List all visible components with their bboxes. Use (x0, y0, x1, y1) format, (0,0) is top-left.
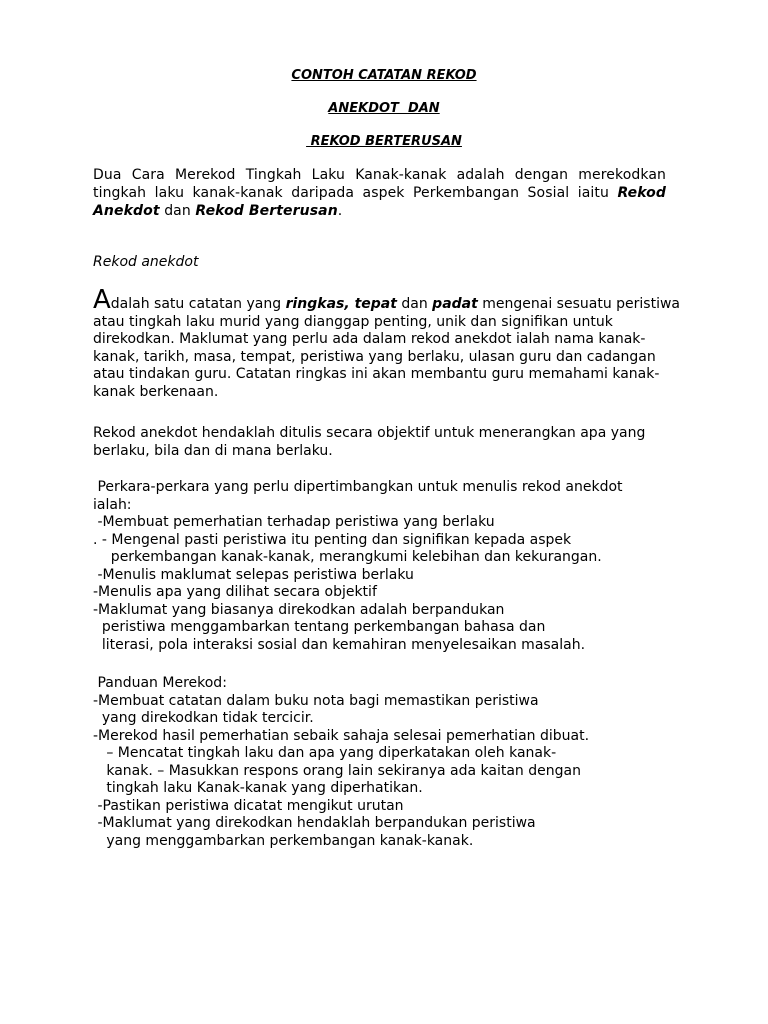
p1-emphasis-ringkas: ringkas (285, 296, 345, 312)
p1-comma: , (344, 296, 355, 312)
intro-emphasis-berterusan: Rekod Berterusan (195, 203, 338, 219)
title-line-2: ANEKDOT DAN (328, 101, 440, 116)
paragraph-definition (93, 285, 733, 401)
intro-paragraph (93, 166, 666, 220)
paragraph-considerations: Perkara-perkara yang perlu dipertimbangkan untuk menulis rekod anekdot ialah: -Membuat pemerhatian terhadap peristiwa yang berlaku . - Mengenal pasti peristiwa itu penting dan signifikan kepada aspek perkembangan kanak-kanak, merangkumi kelebihan dan kekurangan. -Menulis maklumat selepas peristiwa berlaku -Menulis apa yang dilihat secara objektif -Maklumat yang biasanya direkodkan adalah berpandukan peristiwa menggambarkan tentang perkembangan bahasa dan literasi, pola interaksi sosial dan kemahiran menyelesaikan masalah. (93, 479, 623, 653)
intro-emphasis-anekdot: Rekod Anekdot (93, 185, 666, 219)
drop-cap: A (93, 285, 111, 315)
title-line-1: CONTOH CATATAN REKOD (291, 68, 477, 83)
p1-text-3: mengenai sesuatu peristiwa atau tingkah laku murid yang dianggap penting, unik dan signifikan untuk direkodkan. Maklumat yang perlu ada dalam rekod anekdot ialah nama kanak- kanak, tarikh, masa, tempat, peristiwa yang berlaku, ulasan guru dan cadangan atau tindakan guru. Catatan ringkas ini akan membantu guru memahami kanak- kanak berkenaan. (93, 296, 680, 400)
intro-text-1: Dua Cara Merekod Tingkah Laku Kanak-kanak adalah dengan merekodkan tingkah laku kanak-kanak daripada aspek Perkembangan Sosial iaitu (93, 167, 666, 201)
p1-emphasis-tepat: tepat (354, 296, 397, 312)
p1-text-2: dan (396, 296, 433, 312)
paragraph-objective: Rekod anekdot hendaklah ditulis secara objektif untuk menerangkan apa yang berlaku, bila dan di mana berlaku. (93, 425, 646, 459)
section-heading: Rekod anekdot (93, 254, 199, 270)
intro-text-3: . (337, 203, 343, 219)
p1-text-1: dalah satu catatan yang (110, 296, 286, 312)
title-line-3: REKOD BERTERUSAN (306, 134, 462, 149)
p1-emphasis-padat: padat (432, 296, 478, 312)
intro-text-2: dan (159, 203, 196, 219)
paragraph-guidelines: Panduan Merekod: -Membuat catatan dalam buku nota bagi memastikan peristiwa yang direkodkan tidak tercicir. -Merekod hasil pemerhatian sebaik sahaja selesai pemerhatian dibuat. – Mencatat tingkah laku dan apa yang diperkatakan oleh kanak- kanak. – Masukkan respons orang lain sekiranya ada kaitan dengan tingkah laku Kanak-kanak yang diperhatikan. -Pastikan peristiwa dicatat mengikut urutan -Maklumat yang direkodkan hendaklah berpandukan peristiwa yang menggambarkan perkembangan kanak-kanak. (93, 675, 590, 849)
